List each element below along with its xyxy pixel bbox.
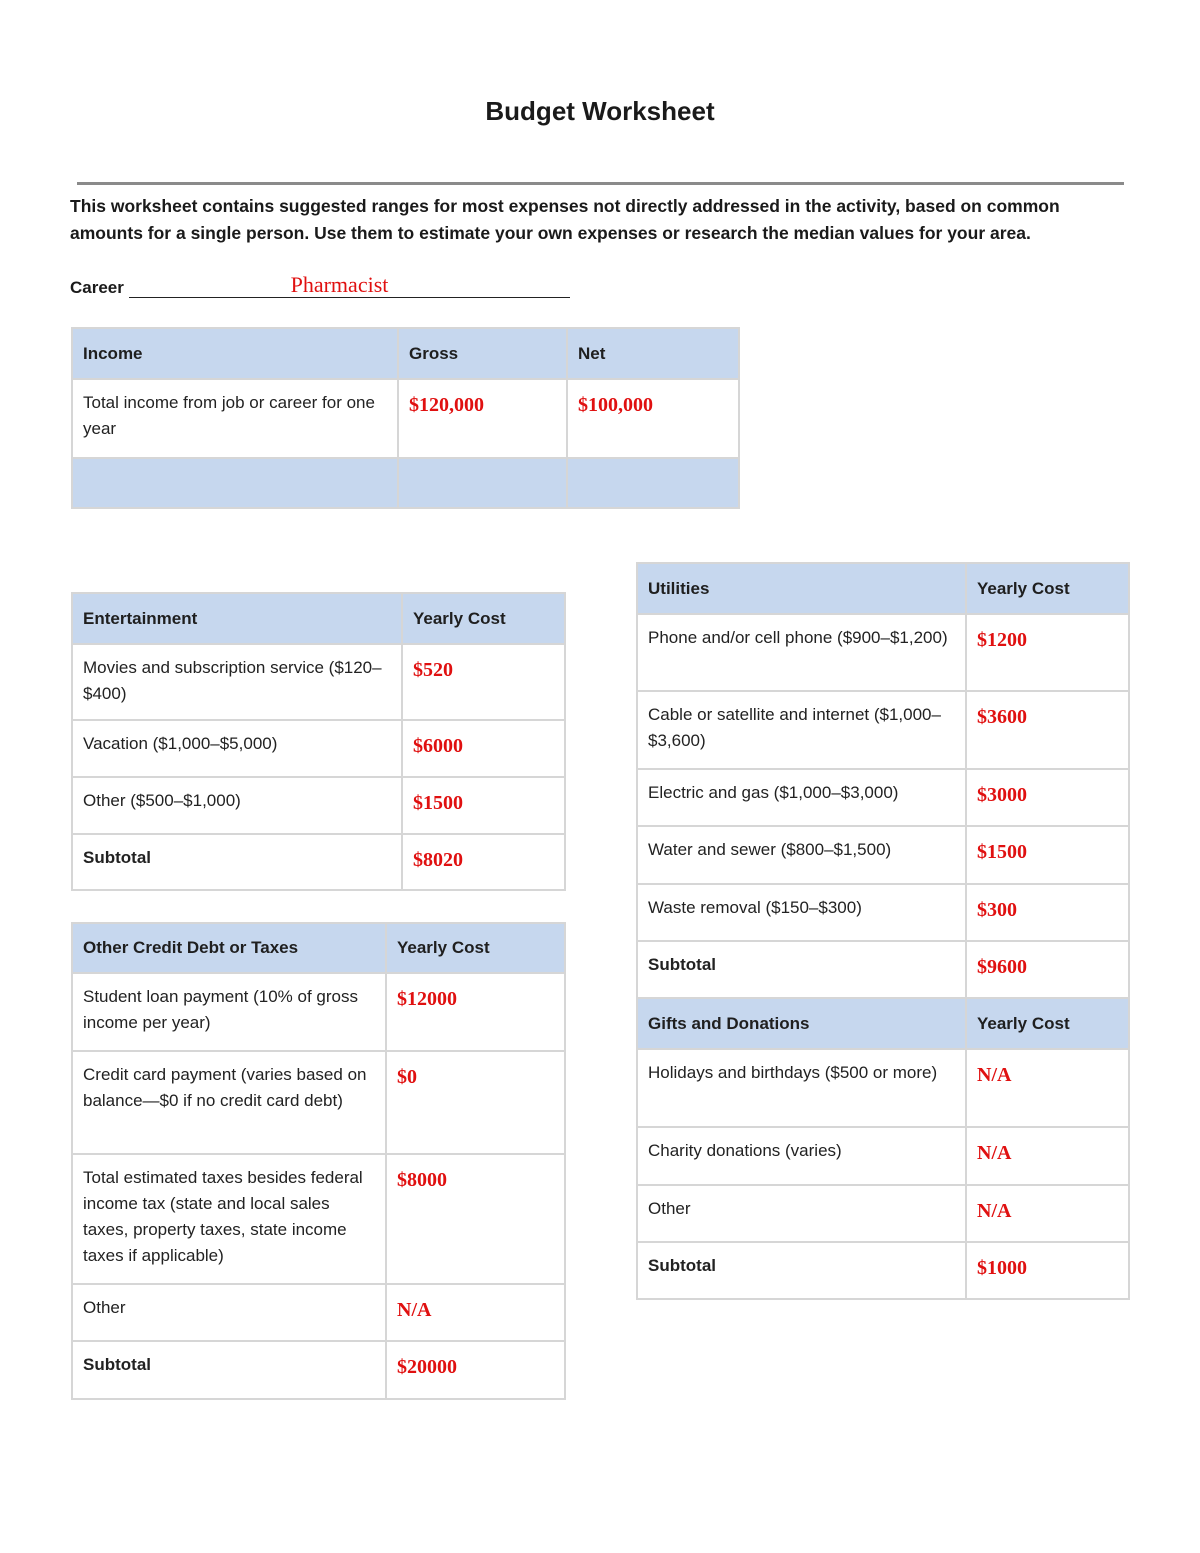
subtotal-label: Subtotal (72, 834, 402, 890)
yearly-cost-header: Yearly Cost (402, 593, 565, 644)
yearly-cost-header: Yearly Cost (966, 998, 1129, 1049)
subtotal-label: Subtotal (637, 1242, 966, 1299)
table-row-label: Holidays and birthdays ($500 or more) (637, 1049, 966, 1127)
page-title: Budget Worksheet (485, 96, 715, 126)
table-row-value[interactable]: N/A (966, 1127, 1129, 1185)
net-value: $100,000 (578, 394, 653, 416)
utilities-table (636, 562, 1130, 1300)
table-row-value[interactable]: $6000 (402, 720, 565, 777)
gross-value: $120,000 (409, 394, 484, 416)
table-row-label: Phone and/or cell phone ($900–$1,200) (637, 614, 966, 691)
intro-paragraph: This worksheet contains suggested ranges for most expenses not directly addressed in the activity, based on common amounts for a single person. Use them to estimate your own expenses or research the median values for your area. (70, 196, 1060, 243)
gifts-header: Gifts and Donations (637, 998, 966, 1049)
table-row-label: Vacation ($1,000–$5,000) (72, 720, 402, 777)
income-table (71, 327, 740, 509)
table-row-value[interactable]: $8000 (386, 1154, 565, 1284)
table-row-label: Other ($500–$1,000) (72, 777, 402, 834)
subtotal-label: Subtotal (72, 1341, 386, 1399)
subtotal-value[interactable]: $1000 (966, 1242, 1129, 1299)
income-blank-cell (72, 458, 398, 508)
income-row-label: Total income from job or career for one year (72, 379, 398, 458)
subtotal-value[interactable]: $8020 (402, 834, 565, 890)
subtotal-value[interactable]: $20000 (386, 1341, 565, 1399)
entertainment-table (71, 592, 566, 891)
credit-table (71, 922, 566, 1400)
career-label: Career (70, 278, 124, 297)
career-field (70, 272, 570, 298)
table-row-value[interactable]: N/A (966, 1049, 1129, 1127)
net-cell[interactable] (567, 379, 739, 458)
table-row-label: Other (72, 1284, 386, 1341)
table-row-label: Student loan payment (10% of gross income per year) (72, 973, 386, 1051)
table-row-value[interactable]: $0 (386, 1051, 565, 1154)
utilities-header: Utilities (637, 563, 966, 614)
table-row-value[interactable]: $300 (966, 884, 1129, 941)
table-row-value[interactable]: $1500 (402, 777, 565, 834)
subtotal-label: Subtotal (637, 941, 966, 998)
table-row-value[interactable]: $1200 (966, 614, 1129, 691)
table-row-label: Charity donations (varies) (637, 1127, 966, 1185)
table-row-value[interactable]: $3000 (966, 769, 1129, 826)
yearly-cost-header: Yearly Cost (386, 923, 565, 973)
gross-header: Gross (398, 328, 567, 379)
table-row-label: Movies and subscription service ($120–$400) (72, 644, 402, 720)
table-row-label: Credit card payment (varies based on balance—$0 if no credit card debt) (72, 1051, 386, 1154)
yearly-cost-header: Yearly Cost (966, 563, 1129, 614)
income-blank-cell (398, 458, 567, 508)
table-row-label: Other (637, 1185, 966, 1242)
table-row-value[interactable]: $3600 (966, 691, 1129, 769)
income-header: Income (72, 328, 398, 379)
table-row-label: Electric and gas ($1,000–$3,000) (637, 769, 966, 826)
table-row-label: Total estimated taxes besides federal income tax (state and local sales taxes, property taxes, state income taxes if applicable) (72, 1154, 386, 1284)
table-row-value[interactable]: N/A (966, 1185, 1129, 1242)
table-row-value[interactable]: N/A (386, 1284, 565, 1341)
table-row-label: Cable or satellite and internet ($1,000–$3,600) (637, 691, 966, 769)
table-row-value[interactable]: $1500 (966, 826, 1129, 884)
table-row-value[interactable]: $12000 (386, 973, 565, 1051)
career-value[interactable]: Pharmacist (290, 272, 389, 297)
subtotal-value[interactable]: $9600 (966, 941, 1129, 998)
gross-cell[interactable] (398, 379, 567, 458)
credit-header: Other Credit Debt or Taxes (72, 923, 386, 973)
entertainment-header: Entertainment (72, 593, 402, 644)
net-header: Net (567, 328, 739, 379)
table-row-label: Water and sewer ($800–$1,500) (637, 826, 966, 884)
table-row-value[interactable]: $520 (402, 644, 565, 720)
title-divider (77, 182, 1124, 185)
table-row-label: Waste removal ($150–$300) (637, 884, 966, 941)
income-blank-cell (567, 458, 739, 508)
